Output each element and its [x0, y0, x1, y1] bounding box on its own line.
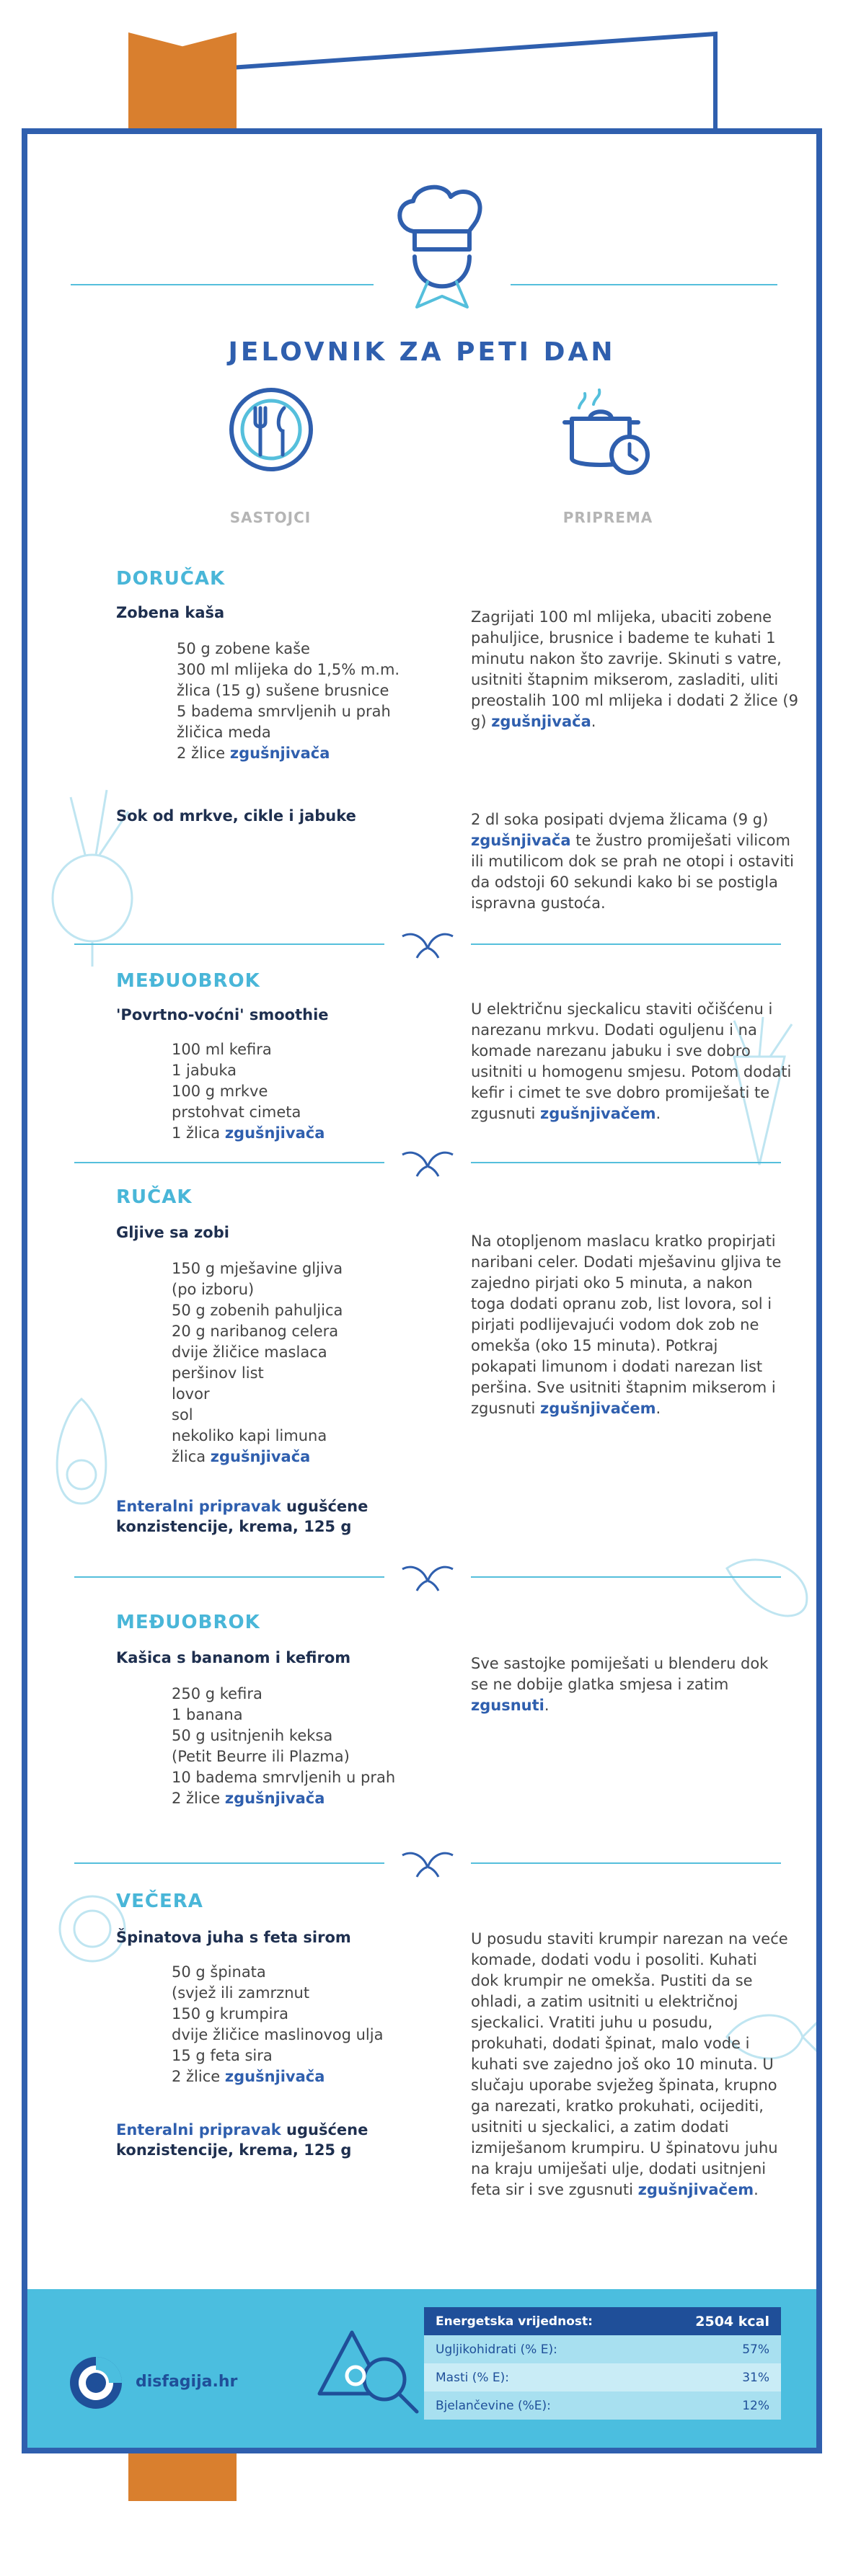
ingredient-item: (Petit Beurre ili Plazma): [172, 1748, 350, 1765]
ingredient-item: 50 g usitnjenih keksa: [172, 1727, 333, 1744]
ingredients-mushrooms: [172, 1258, 343, 1467]
ingredients-oatmeal: [177, 639, 400, 764]
ingredient-item: sol: [172, 1406, 193, 1424]
ingredient-item: žlica (15 g) sušene brusnice: [177, 682, 389, 699]
section-title-breakfast: DORUČAK: [116, 568, 226, 590]
energy-value: 2504 kcal: [695, 2313, 769, 2329]
ingredient-item: nekoliko kapi limuna: [172, 1427, 327, 1444]
ingredient-item: 50 g špinata: [172, 1963, 266, 1981]
fat-label: Masti (% E):: [436, 2370, 510, 2385]
ingredient-item: 2 žlice zgušnjivača: [172, 1790, 325, 1807]
nutrition-magnifier-icon: [316, 2325, 424, 2419]
ingredient-item: (svjež ili zamrznut: [172, 1984, 310, 2002]
ingredients-banana-mash: [172, 1684, 395, 1809]
cooking-pot-timer-icon: [557, 386, 658, 480]
section-title-dinner: VEČERA: [116, 1891, 203, 1912]
leaf-divider-icon: [399, 931, 456, 959]
disfagija-logo-icon: [67, 2354, 125, 2412]
energy-label: Energetska vrijednost:: [436, 2314, 593, 2329]
prep-mushrooms: Na otopljenom maslacu kratko propirjati naribani celer. Dodati mješavinu gljiva te zajedno pirjati oko 5 minuta, a nakon toga dodati opranu zob, list lovora, sol i pirjati podlijevajući vodom dok zob ne omekša (oko 15 minuta). Potkraj pokapati limunom i dodati narezan list peršina. Sve usitniti štapnim mikserom i zgusnuti zgušnjivačem.: [471, 1233, 782, 1417]
section-divider: [74, 1849, 781, 1878]
dish-name-juice: Sok od mrkve, cikle i jabuke: [116, 807, 356, 825]
ingredients-smoothie: [172, 1039, 325, 1144]
prep-smoothie: U električnu sjeckalicu staviti očišćenu i narezanu mrkvu. Dodati oguljenu i na komade narezanu jabuku i sve dobro usitniti u homogenu smjesu. Potom dodati kefir i cimet te sve dobro promiješati te zgusnuti zgušnjivačem.: [471, 1000, 792, 1122]
ingredient-item: 10 badema smrvljenih u prah: [172, 1769, 396, 1786]
leaf-divider-icon: [399, 1149, 456, 1178]
prep-juice: 2 dl soka posipati dvjema žlicama (9 g) zgušnjivača te žustro promiješati vilicom ili mutilicom dok se prah ne otopi i ostaviti da odstoji 60 sekundi kako bi se postigla ispravna gustoća.: [471, 811, 794, 912]
dish-name-smoothie: 'Povrtno-voćni' smoothie: [116, 1006, 329, 1023]
ingredient-item: dvije žličice maslaca: [172, 1343, 327, 1361]
enteral-note-dinner: Enteralni pripravak ugušćene konzistencije, krema, 125 g: [116, 2121, 368, 2159]
plate-cutlery-icon: [228, 386, 314, 473]
nutrition-row-fat: [424, 2363, 781, 2391]
ingredient-item: prstohvat cimeta: [172, 1103, 301, 1121]
header-line-left: [71, 284, 374, 285]
dish-name-oatmeal: Zobena kaša: [116, 604, 225, 621]
page-title: JELOVNIK ZA PETI DAN: [228, 337, 616, 367]
section-divider: [74, 931, 781, 959]
protein-value: 12%: [742, 2398, 769, 2413]
ingredient-item: 1 žlica zgušnjivača: [172, 1124, 325, 1142]
leaf-divider-icon: [399, 1849, 456, 1878]
ingredient-item: 1 banana: [172, 1706, 243, 1723]
carbs-label: Ugljikohidrati (% E):: [436, 2342, 557, 2357]
ingredient-item: (po izboru): [172, 1281, 255, 1298]
menu-card: [22, 128, 822, 2453]
enteral-note-lunch: Enteralni pripravak ugušćene konzistencije, krema, 125 g: [116, 1498, 368, 1535]
ingredient-item: 1 jabuka: [172, 1062, 237, 1079]
brand-link[interactable]: disfagija.hr: [136, 2373, 238, 2391]
footer-bar: [27, 2289, 816, 2453]
ingredient-item: 150 g mješavine gljiva: [172, 1260, 343, 1277]
ingredient-item: peršinov list: [172, 1364, 264, 1382]
nutrition-row-carbs: [424, 2335, 781, 2363]
prep-spinach-soup: U posudu staviti krumpir narezan na veće komade, dodati vodu i posoliti. Kuhati dok krumpir ne omekša. Pustiti da se ohladi, a zatim usitniti u električnoj sjeckalici. Vratiti juhu u posudu, prokuhati, dodati špinat, malo vode i kuhati sve zajedno još oko 10 minuta. U slučaju uporabe svježeg špinata, krupno ga narezati, kratko prokuhati, ocijediti, usitniti u sjeckalici, a zatim dodati izmiješanom krumpiru. U špinatovu juhu na kraju umiješati ulje, dodati usitnjeni feta sir i sve zgusnuti zgušnjivačem.: [471, 1930, 788, 2198]
ingredient-item: 50 g zobene kaše: [177, 640, 310, 657]
header-line-right: [511, 284, 777, 285]
ingredient-item: 100 ml kefira: [172, 1041, 272, 1058]
nutrition-row-protein: [424, 2391, 781, 2420]
ingredient-item: 50 g zobenih pahuljica: [172, 1302, 343, 1319]
nutrition-table: [424, 2307, 781, 2420]
ingredient-item: 150 g krumpira: [172, 2005, 288, 2022]
fat-value: 31%: [742, 2370, 769, 2385]
section-divider: [74, 1149, 781, 1178]
ingredient-item: 5 badema smrvljenih u prah: [177, 703, 391, 720]
section-title-snack-1: MEĐUOBROK: [116, 970, 260, 992]
prep-banana-mash: Sve sastojke pomiješati u blenderu dok se ne dobije glatka smjesa i zatim zgusnuti.: [471, 1655, 769, 1714]
ingredient-item: 2 žlice zgušnjivača: [177, 745, 330, 762]
ingredients-spinach-soup: [172, 1962, 383, 2087]
avocado-decoration-icon: [42, 1395, 121, 1511]
dish-name-mushrooms: Gljive sa zobi: [116, 1224, 229, 1241]
section-title-lunch: RUČAK: [116, 1186, 193, 1208]
ingredient-item: 100 g mrkve: [172, 1083, 268, 1100]
protein-label: Bjelančevine (%E):: [436, 2398, 551, 2413]
dish-name-spinach-soup: Špinatova juha s feta sirom: [116, 1929, 351, 1946]
dish-name-banana-mash: Kašica s bananom i kefirom: [116, 1649, 351, 1666]
ingredient-item: dvije žličice maslinovog ulja: [172, 2026, 384, 2043]
ingredient-item: 2 žlice zgušnjivača: [172, 2068, 325, 2085]
leaf-divider-icon: [399, 1563, 456, 1592]
ingredient-item: 20 g naribanog celera: [172, 1323, 339, 1340]
chef-icon: [392, 181, 493, 318]
ingredient-item: 250 g kefira: [172, 1685, 262, 1702]
section-divider: [74, 1563, 781, 1592]
ingredient-item: 15 g feta sira: [172, 2047, 273, 2064]
ingredient-item: 300 ml mlijeka do 1,5% m.m.: [177, 661, 400, 678]
ingredient-item: žličica meda: [177, 724, 271, 741]
prep-oatmeal: Zagrijati 100 ml mlijeka, ubaciti zobene pahuljice, brusnice i bademe te kuhati 1 minutu nakon što zavrije. Skinuti s vatre, usitniti štapnim mikserom, zasladiti, uliti preostalih 100 ml mlijeka i dodati 2 žlice (9 g) zgušnjivača.: [471, 608, 798, 730]
section-title-snack-2: MEĐUOBROK: [116, 1612, 260, 1633]
carbs-value: 57%: [742, 2342, 769, 2357]
ingredient-item: lovor: [172, 1385, 210, 1403]
preparation-label: PRIPREMA: [562, 509, 653, 526]
ingredients-label: SASTOJCI: [229, 509, 312, 526]
nutrition-row-energy: [424, 2307, 781, 2335]
ingredient-item: žlica zgušnjivača: [172, 1448, 311, 1465]
